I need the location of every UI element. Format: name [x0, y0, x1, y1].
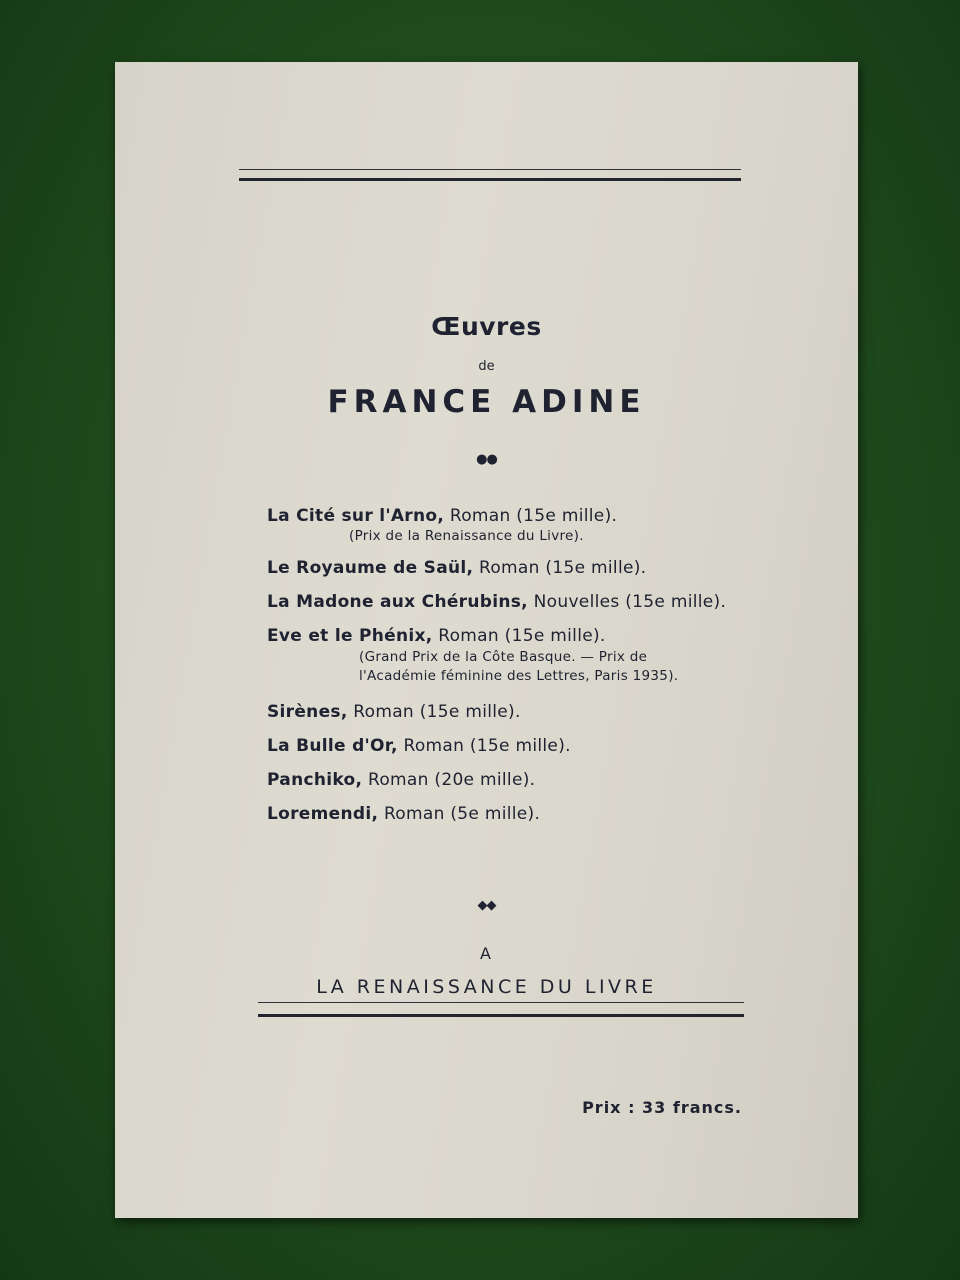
- preposition-de: de: [478, 359, 495, 374]
- list-item: [267, 592, 767, 612]
- work-title: La Cité sur l'Arno,: [267, 506, 445, 526]
- work-description: Roman (5e mille).: [378, 804, 541, 824]
- work-title: Le Royaume de Saül,: [267, 558, 474, 578]
- work-description: Roman (15e mille).: [473, 558, 647, 578]
- work-title: Loremendi,: [267, 804, 379, 824]
- work-note: (Prix de la Renaissance du Livre).: [349, 528, 584, 544]
- list-item: [267, 770, 767, 790]
- list-item: [267, 626, 767, 686]
- ornament-dots: ●●: [476, 452, 497, 467]
- ornament-diamonds: ◆◆: [477, 898, 496, 913]
- work-title: La Bulle d'Or,: [267, 736, 398, 756]
- author-name: FRANCE ADINE: [327, 384, 646, 420]
- list-item: [267, 558, 767, 578]
- work-title: La Madone aux Chérubins,: [267, 592, 528, 612]
- work-description: Nouvelles (15e mille).: [527, 592, 727, 612]
- work-description: Roman (15e mille).: [432, 626, 606, 646]
- list-item: [267, 736, 767, 756]
- publisher-name: LA RENAISSANCE DU LIVRE: [316, 976, 657, 998]
- work-title: Eve et le Phénix,: [267, 626, 433, 646]
- book-back-cover: [115, 62, 858, 1218]
- preposition-a: A: [480, 944, 493, 963]
- work-note: (Grand Prix de la Côte Basque. — Prix de: [359, 649, 648, 665]
- bottom-rule-thin: [258, 1002, 744, 1003]
- bottom-rule-thick: [258, 1014, 744, 1017]
- work-note-continued: l'Académie féminine des Lettres, Paris 1935).: [359, 668, 679, 684]
- top-rule-thick: [239, 178, 741, 181]
- work-title: Panchiko,: [267, 770, 363, 790]
- works-list: [267, 506, 767, 824]
- work-description: Roman (15e mille).: [397, 736, 571, 756]
- work-description: Roman (15e mille).: [444, 506, 618, 526]
- list-item: [267, 702, 767, 722]
- page-title: Œuvres: [431, 312, 542, 341]
- price-label: Prix : 33 francs.: [582, 1098, 742, 1117]
- work-description: Roman (20e mille).: [362, 770, 536, 790]
- list-item: [267, 804, 767, 824]
- work-title: Sirènes,: [267, 702, 348, 722]
- top-rule-thin: [239, 169, 741, 170]
- work-description: Roman (15e mille).: [347, 702, 521, 722]
- list-item: [267, 506, 767, 546]
